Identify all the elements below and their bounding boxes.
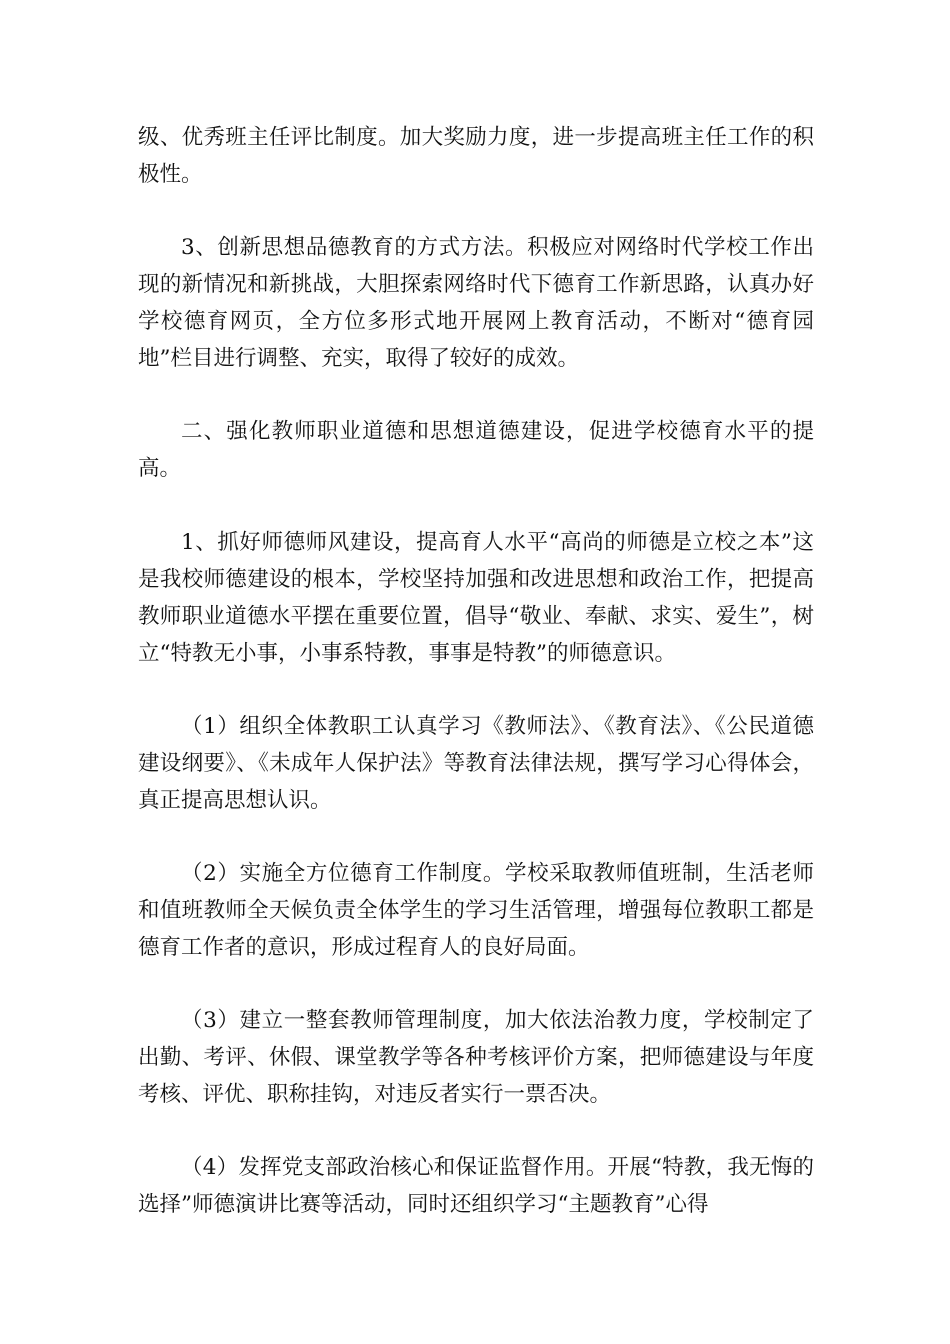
paragraph-teacher-ethics-building: 1、抓好师德师风建设，提高育人水平“高尚的师德是立校之本”这是我校师德建设的根本，学校坚持加强和改进思想和政治工作，把提高教师职业道德水平摆在重要位置，倡导“敬业、奉献、求实、爱生”，树立“特教无小事，小事系特教，事事是特教”的师德意识。: [138, 530, 814, 666]
list-item-duty-system: （2）实施全方位德育工作制度。学校采取教师值班制，生活老师和值班教师全天候负责全体学生的学习生活管理，增强每位教职工都是德育工作者的意识，形成过程育人的良好局面。: [138, 861, 814, 960]
list-item-management-system: （3）建立一整套教师管理制度，加大依法治教力度，学校制定了出勤、考评、休假、课堂教学等各种考核评价方案，把师德建设与年度考核、评优、职称挂钩，对违反者实行一票否决。: [138, 1008, 814, 1107]
list-item-study-laws: （1）组织全体教职工认真学习《教师法》、《教育法》、《公民道德建设纲要》、《未成年人保护法》等教育法律法规，撰写学习心得体会，真正提高思想认识。: [138, 714, 814, 813]
paragraph-class-teacher-appraisal: 级、优秀班主任评比制度。加大奖励力度，进一步提高班主任工作的积极性。: [138, 125, 814, 187]
list-item-party-branch-role: （4）发挥党支部政治核心和保证监督作用。开展“特教，我无悔的选择”师德演讲比赛等活动，同时还组织学习“主题教育”心得: [138, 1155, 814, 1217]
paragraph-moral-education-methods: 3、创新思想品德教育的方式方法。积极应对网络时代学校工作出现的新情况和新挑战，大胆探索网络时代下德育工作新思路，认真办好学校德育网页，全方位多形式地开展网上教育活动，不断对“德育园地”栏目进行调整、充实，取得了较好的成效。: [138, 235, 814, 371]
section-heading-teacher-ethics: 二、强化教师职业道德和思想道德建设，促进学校德育水平的提高。: [138, 419, 814, 481]
